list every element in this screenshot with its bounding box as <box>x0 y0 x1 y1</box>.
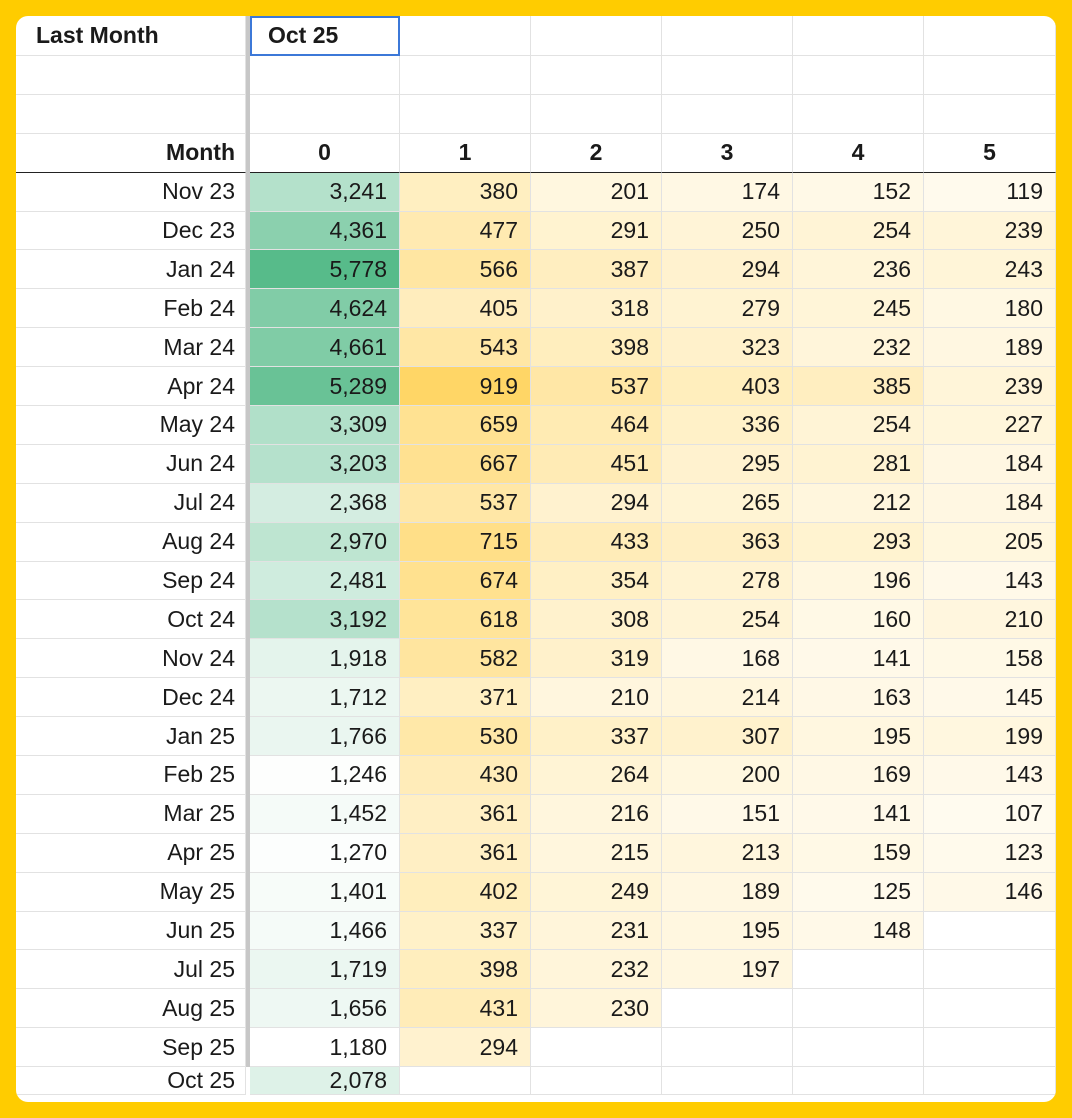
cohort-value-cell[interactable]: 291 <box>531 212 662 251</box>
cohort-value-cell[interactable]: 243 <box>924 250 1056 289</box>
cohort-value-cell[interactable]: 307 <box>662 717 793 756</box>
row-month-label[interactable]: Jul 24 <box>16 484 246 523</box>
row-month-label[interactable]: Nov 24 <box>16 639 246 678</box>
row-month-label[interactable]: Sep 25 <box>16 1028 246 1067</box>
last-month-label[interactable]: Last Month <box>16 16 246 56</box>
cohort-value-cell[interactable]: 236 <box>793 250 924 289</box>
empty-cell[interactable] <box>924 95 1056 134</box>
cohort-value-cell[interactable]: 2,481 <box>250 562 400 601</box>
cohort-value-cell[interactable]: 380 <box>400 173 531 212</box>
cohort-value-cell[interactable]: 477 <box>400 212 531 251</box>
empty-cell[interactable] <box>793 1028 924 1067</box>
cohort-value-cell[interactable]: 254 <box>662 600 793 639</box>
cohort-value-cell[interactable]: 371 <box>400 678 531 717</box>
cohort-value-cell[interactable]: 3,192 <box>250 600 400 639</box>
cohort-value-cell[interactable]: 5,778 <box>250 250 400 289</box>
empty-cell[interactable] <box>793 56 924 95</box>
cohort-value-cell[interactable]: 537 <box>531 367 662 406</box>
period-header-3[interactable]: 3 <box>662 134 793 173</box>
cohort-value-cell[interactable]: 337 <box>400 912 531 951</box>
empty-cell[interactable] <box>531 1028 662 1067</box>
cohort-value-cell[interactable]: 216 <box>531 795 662 834</box>
cohort-value-cell[interactable]: 4,661 <box>250 328 400 367</box>
period-header-4[interactable]: 4 <box>793 134 924 173</box>
cohort-value-cell[interactable]: 180 <box>924 289 1056 328</box>
empty-cell[interactable] <box>924 1028 1056 1067</box>
cohort-value-cell[interactable]: 281 <box>793 445 924 484</box>
row-month-label[interactable]: Jan 24 <box>16 250 246 289</box>
cohort-value-cell[interactable]: 566 <box>400 250 531 289</box>
row-month-label[interactable]: Mar 25 <box>16 795 246 834</box>
cohort-value-cell[interactable]: 214 <box>662 678 793 717</box>
cohort-value-cell[interactable]: 249 <box>531 873 662 912</box>
empty-cell[interactable] <box>793 950 924 989</box>
cohort-value-cell[interactable]: 196 <box>793 562 924 601</box>
cohort-value-cell[interactable]: 174 <box>662 173 793 212</box>
cohort-value-cell[interactable]: 213 <box>662 834 793 873</box>
cohort-value-cell[interactable]: 169 <box>793 756 924 795</box>
cohort-value-cell[interactable]: 433 <box>531 523 662 562</box>
empty-cell[interactable] <box>924 16 1056 56</box>
row-month-label[interactable]: Jan 25 <box>16 717 246 756</box>
cohort-value-cell[interactable]: 403 <box>662 367 793 406</box>
cohort-value-cell[interactable]: 387 <box>531 250 662 289</box>
period-header-0[interactable]: 0 <box>250 134 400 173</box>
empty-cell[interactable] <box>662 1067 793 1095</box>
cohort-value-cell[interactable]: 431 <box>400 989 531 1028</box>
row-month-label[interactable]: May 25 <box>16 873 246 912</box>
cohort-value-cell[interactable]: 1,719 <box>250 950 400 989</box>
cohort-value-cell[interactable]: 293 <box>793 523 924 562</box>
cohort-value-cell[interactable]: 264 <box>531 756 662 795</box>
cohort-value-cell[interactable]: 254 <box>793 212 924 251</box>
cohort-value-cell[interactable]: 215 <box>531 834 662 873</box>
period-header-1[interactable]: 1 <box>400 134 531 173</box>
cohort-value-cell[interactable]: 152 <box>793 173 924 212</box>
cohort-value-cell[interactable]: 337 <box>531 717 662 756</box>
cohort-value-cell[interactable]: 402 <box>400 873 531 912</box>
row-month-label[interactable]: Apr 24 <box>16 367 246 406</box>
cohort-value-cell[interactable]: 232 <box>531 950 662 989</box>
row-month-label[interactable]: Aug 24 <box>16 523 246 562</box>
cohort-value-cell[interactable]: 674 <box>400 562 531 601</box>
cohort-value-cell[interactable]: 232 <box>793 328 924 367</box>
empty-cell[interactable] <box>531 56 662 95</box>
cohort-value-cell[interactable]: 2,368 <box>250 484 400 523</box>
cohort-value-cell[interactable]: 1,466 <box>250 912 400 951</box>
cohort-value-cell[interactable]: 199 <box>924 717 1056 756</box>
cohort-grid <box>16 16 1056 1095</box>
cohort-value-cell[interactable]: 205 <box>924 523 1056 562</box>
cohort-value-cell[interactable]: 151 <box>662 795 793 834</box>
cohort-value-cell[interactable]: 231 <box>531 912 662 951</box>
cohort-value-cell[interactable]: 143 <box>924 756 1056 795</box>
cohort-value-cell[interactable]: 125 <box>793 873 924 912</box>
row-month-label[interactable]: Jun 25 <box>16 912 246 951</box>
cohort-value-cell[interactable]: 294 <box>400 1028 531 1067</box>
month-column-header[interactable]: Month <box>16 134 246 173</box>
cohort-value-cell[interactable]: 537 <box>400 484 531 523</box>
cohort-value-cell[interactable]: 195 <box>662 912 793 951</box>
cohort-value-cell[interactable]: 1,270 <box>250 834 400 873</box>
cohort-value-cell[interactable]: 530 <box>400 717 531 756</box>
row-month-label[interactable]: Oct 25 <box>16 1067 246 1095</box>
cohort-value-cell[interactable]: 141 <box>793 639 924 678</box>
cohort-value-cell[interactable]: 1,656 <box>250 989 400 1028</box>
empty-cell[interactable] <box>531 1067 662 1095</box>
empty-cell[interactable] <box>400 56 531 95</box>
cohort-value-cell[interactable]: 336 <box>662 406 793 445</box>
cohort-value-cell[interactable]: 3,309 <box>250 406 400 445</box>
empty-cell[interactable] <box>400 16 531 56</box>
row-month-label[interactable]: Mar 24 <box>16 328 246 367</box>
cohort-value-cell[interactable]: 1,452 <box>250 795 400 834</box>
cohort-value-cell[interactable]: 4,361 <box>250 212 400 251</box>
empty-cell[interactable] <box>531 16 662 56</box>
cohort-value-cell[interactable]: 1,180 <box>250 1028 400 1067</box>
cohort-value-cell[interactable]: 294 <box>531 484 662 523</box>
last-month-value-cell[interactable]: Oct 25 <box>250 16 400 56</box>
cohort-value-cell[interactable]: 2,078 <box>250 1067 400 1095</box>
cohort-value-cell[interactable]: 141 <box>793 795 924 834</box>
cohort-value-cell[interactable]: 200 <box>662 756 793 795</box>
cohort-value-cell[interactable]: 398 <box>531 328 662 367</box>
cohort-value-cell[interactable]: 239 <box>924 212 1056 251</box>
empty-cell[interactable] <box>793 989 924 1028</box>
row-month-label[interactable]: Nov 23 <box>16 173 246 212</box>
cohort-value-cell[interactable]: 145 <box>924 678 1056 717</box>
spreadsheet-frame <box>16 16 1056 1102</box>
cohort-value-cell[interactable]: 323 <box>662 328 793 367</box>
empty-cell[interactable] <box>400 95 531 134</box>
row-month-label[interactable]: May 24 <box>16 406 246 445</box>
cohort-value-cell[interactable]: 210 <box>531 678 662 717</box>
cohort-value-cell[interactable]: 361 <box>400 834 531 873</box>
row-month-label[interactable]: Dec 23 <box>16 212 246 251</box>
cohort-value-cell[interactable]: 254 <box>793 406 924 445</box>
cohort-value-cell[interactable]: 405 <box>400 289 531 328</box>
cohort-value-cell[interactable]: 1,918 <box>250 639 400 678</box>
cohort-value-cell[interactable]: 278 <box>662 562 793 601</box>
cohort-value-cell[interactable]: 5,289 <box>250 367 400 406</box>
cohort-value-cell[interactable]: 250 <box>662 212 793 251</box>
empty-cell[interactable] <box>793 1067 924 1095</box>
row-month-label[interactable]: Feb 24 <box>16 289 246 328</box>
cohort-value-cell[interactable]: 1,401 <box>250 873 400 912</box>
cohort-value-cell[interactable]: 245 <box>793 289 924 328</box>
cohort-value-cell[interactable]: 189 <box>662 873 793 912</box>
cohort-value-cell[interactable]: 159 <box>793 834 924 873</box>
cohort-value-cell[interactable]: 1,766 <box>250 717 400 756</box>
row-month-label[interactable]: Apr 25 <box>16 834 246 873</box>
empty-cell[interactable] <box>662 1028 793 1067</box>
empty-cell[interactable] <box>16 95 246 134</box>
cohort-value-cell[interactable]: 294 <box>662 250 793 289</box>
empty-cell[interactable] <box>924 950 1056 989</box>
cohort-value-cell[interactable]: 659 <box>400 406 531 445</box>
cohort-value-cell[interactable]: 543 <box>400 328 531 367</box>
empty-cell[interactable] <box>16 56 246 95</box>
cohort-value-cell[interactable]: 197 <box>662 950 793 989</box>
cohort-value-cell[interactable]: 319 <box>531 639 662 678</box>
empty-cell[interactable] <box>924 989 1056 1028</box>
cohort-value-cell[interactable]: 4,624 <box>250 289 400 328</box>
cohort-value-cell[interactable]: 184 <box>924 445 1056 484</box>
cohort-value-cell[interactable]: 143 <box>924 562 1056 601</box>
cohort-value-cell[interactable]: 715 <box>400 523 531 562</box>
cohort-value-cell[interactable]: 3,203 <box>250 445 400 484</box>
row-month-label[interactable]: Dec 24 <box>16 678 246 717</box>
cohort-value-cell[interactable]: 667 <box>400 445 531 484</box>
cohort-value-cell[interactable]: 919 <box>400 367 531 406</box>
empty-cell[interactable] <box>662 95 793 134</box>
empty-cell[interactable] <box>250 95 400 134</box>
period-header-5[interactable]: 5 <box>924 134 1056 173</box>
cohort-value-cell[interactable]: 3,241 <box>250 173 400 212</box>
empty-cell[interactable] <box>662 56 793 95</box>
empty-cell[interactable] <box>793 16 924 56</box>
empty-cell[interactable] <box>924 1067 1056 1095</box>
cohort-value-cell[interactable]: 189 <box>924 328 1056 367</box>
cohort-value-cell[interactable]: 1,712 <box>250 678 400 717</box>
period-header-2[interactable]: 2 <box>531 134 662 173</box>
cohort-value-cell[interactable]: 146 <box>924 873 1056 912</box>
cohort-value-cell[interactable]: 227 <box>924 406 1056 445</box>
empty-cell[interactable] <box>250 56 400 95</box>
row-month-label[interactable]: Feb 25 <box>16 756 246 795</box>
cohort-value-cell[interactable]: 618 <box>400 600 531 639</box>
cohort-value-cell[interactable]: 430 <box>400 756 531 795</box>
empty-cell[interactable] <box>662 989 793 1028</box>
cohort-value-cell[interactable]: 123 <box>924 834 1056 873</box>
cohort-value-cell[interactable]: 2,970 <box>250 523 400 562</box>
cohort-value-cell[interactable]: 363 <box>662 523 793 562</box>
row-month-label[interactable]: Oct 24 <box>16 600 246 639</box>
cohort-value-cell[interactable]: 158 <box>924 639 1056 678</box>
row-month-label[interactable]: Sep 24 <box>16 562 246 601</box>
empty-cell[interactable] <box>924 56 1056 95</box>
cohort-value-cell[interactable]: 385 <box>793 367 924 406</box>
cohort-value-cell[interactable]: 195 <box>793 717 924 756</box>
cohort-value-cell[interactable]: 295 <box>662 445 793 484</box>
cohort-value-cell[interactable]: 210 <box>924 600 1056 639</box>
empty-cell[interactable] <box>793 95 924 134</box>
cohort-value-cell[interactable]: 308 <box>531 600 662 639</box>
cohort-value-cell[interactable]: 148 <box>793 912 924 951</box>
cohort-value-cell[interactable]: 354 <box>531 562 662 601</box>
row-month-label[interactable]: Aug 25 <box>16 989 246 1028</box>
cohort-value-cell[interactable]: 265 <box>662 484 793 523</box>
cohort-value-cell[interactable]: 279 <box>662 289 793 328</box>
cohort-value-cell[interactable]: 230 <box>531 989 662 1028</box>
cohort-value-cell[interactable]: 1,246 <box>250 756 400 795</box>
cohort-value-cell[interactable]: 160 <box>793 600 924 639</box>
empty-cell[interactable] <box>400 1067 531 1095</box>
cohort-value-cell[interactable]: 582 <box>400 639 531 678</box>
empty-cell[interactable] <box>924 912 1056 951</box>
row-month-label[interactable]: Jul 25 <box>16 950 246 989</box>
cohort-value-cell[interactable]: 201 <box>531 173 662 212</box>
empty-cell[interactable] <box>662 16 793 56</box>
cohort-value-cell[interactable]: 398 <box>400 950 531 989</box>
cohort-value-cell[interactable]: 212 <box>793 484 924 523</box>
cohort-value-cell[interactable]: 451 <box>531 445 662 484</box>
cohort-value-cell[interactable]: 361 <box>400 795 531 834</box>
empty-cell[interactable] <box>531 95 662 134</box>
cohort-value-cell[interactable]: 119 <box>924 173 1056 212</box>
cohort-value-cell[interactable]: 163 <box>793 678 924 717</box>
cohort-value-cell[interactable]: 184 <box>924 484 1056 523</box>
cohort-value-cell[interactable]: 464 <box>531 406 662 445</box>
cohort-value-cell[interactable]: 107 <box>924 795 1056 834</box>
cohort-value-cell[interactable]: 318 <box>531 289 662 328</box>
cohort-value-cell[interactable]: 239 <box>924 367 1056 406</box>
cohort-value-cell[interactable]: 168 <box>662 639 793 678</box>
row-month-label[interactable]: Jun 24 <box>16 445 246 484</box>
